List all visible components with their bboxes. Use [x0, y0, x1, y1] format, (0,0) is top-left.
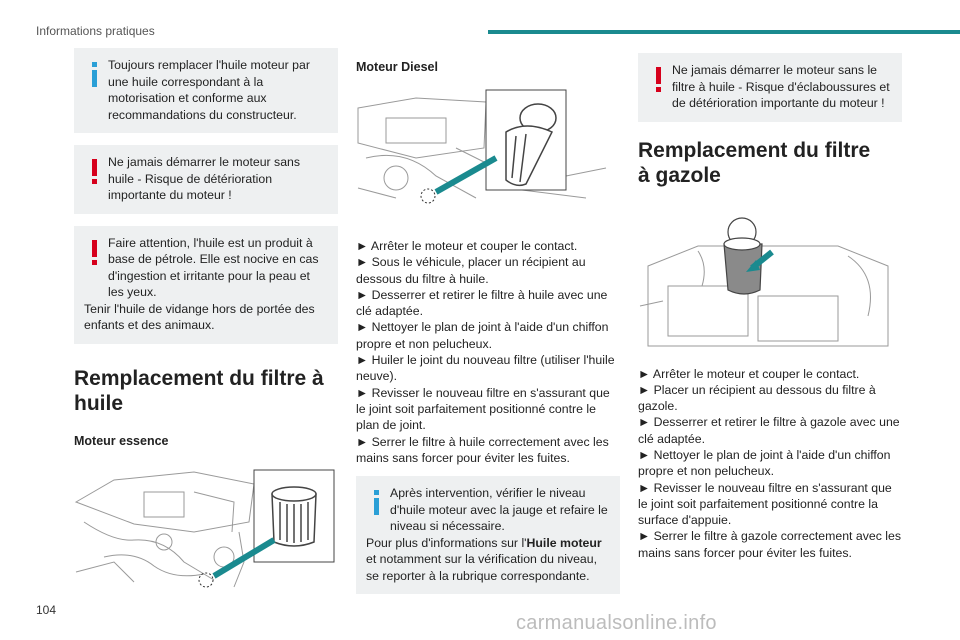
step-item: ► Desserrer et retirer le filtre à huile avec une clé adaptée.: [356, 287, 608, 319]
step-item: ► Arrêter le moteur et couper le contact.: [638, 366, 860, 381]
watermark: carmanualsonline.info: [516, 612, 717, 634]
page-header-title: Informations pratiques: [36, 24, 155, 38]
diesel-engine-illustration: [356, 88, 620, 208]
step-item: ► Serrer le filtre à huile correctement avec les mains sans forcer pour éviter les fuites.: [356, 434, 609, 465]
warning-icon: [84, 157, 106, 187]
fuel-filter-drawing: [638, 206, 902, 356]
section-title-fuel-filter: Remplacement du filtre à gazole: [638, 138, 871, 187]
warning-note-text: Ne jamais démarrer le moteur sans le filtre à huile - Risque d'éclaboussures et de détérioration importante du moteur !: [672, 63, 890, 110]
step-item: ► Revisser le nouveau filtre en s'assurant que le joint soit parfaitement positionné contre le plan de joint.: [356, 385, 610, 433]
diesel-steps: [356, 238, 620, 466]
step-item: ► Desserrer et retirer le filtre à gazole avec une clé adaptée.: [638, 415, 900, 446]
fuel-filter-steps: [638, 366, 902, 562]
info-note-reference-post: et notamment sur la vérification du niveau, se reporter à la rubrique correspondante.: [366, 552, 598, 583]
diesel-engine-drawing: [356, 88, 620, 208]
info-note-reference: [366, 535, 610, 585]
page-number: 104: [36, 603, 57, 617]
petrol-engine-illustration: [74, 462, 338, 592]
info-note-after: [356, 476, 620, 594]
warning-icon: [648, 65, 670, 95]
warning-note-text-2: Tenir l'huile de vidange hors de portée des enfants et des animaux.: [84, 301, 315, 332]
step-item: ► Arrêter le moteur et couper le contact.: [356, 239, 578, 253]
warning-note-text: Ne jamais démarrer le moteur sans huile - Risque de détérioration importante du moteur !: [108, 155, 301, 202]
info-icon: [366, 488, 388, 518]
step-item: ► Serrer le filtre à gazole correctement avec les mains sans forcer pour éviter les fuites.: [638, 529, 901, 560]
info-note: [74, 48, 338, 133]
warning-note-filter: [638, 53, 902, 122]
step-item: ► Sous le véhicule, placer un récipient au dessous du filtre à huile.: [356, 255, 586, 286]
subtitle-petrol-engine: Moteur essence: [74, 433, 169, 448]
fuel-filter-illustration: [638, 206, 902, 356]
info-icon: [84, 60, 106, 90]
info-note-text: Toujours remplacer l'huile moteur par une huile correspondant à la motorisation et conforme aux recommandations du constructeur.: [108, 58, 310, 122]
info-note-reference-pre: Pour plus d'informations sur l': [366, 535, 527, 550]
petrol-engine-drawing: [74, 462, 338, 592]
warning-note-text: Faire attention, l'huile est un produit à base de pétrole. Elle est nocive en cas d'ingestion et irritante pour la peau et les yeux.: [108, 235, 319, 299]
header-accent-bar: [488, 30, 960, 34]
column-3: [638, 53, 902, 561]
column-1: [74, 48, 338, 592]
warning-note-engine: [74, 145, 338, 214]
info-note-reference-link[interactable]: Huile moteur: [526, 535, 602, 550]
step-item: ► Nettoyer le plan de joint à l'aide d'un chiffon propre et non pelucheux.: [638, 447, 891, 479]
subtitle-diesel-engine: Moteur Diesel: [356, 60, 438, 74]
info-note-text: Après intervention, vérifier le niveau d'huile moteur avec la jauge et refaire le niveau si nécessaire.: [390, 486, 608, 534]
section-title-oil-filter: Remplacement du filtre à huile: [74, 366, 324, 415]
step-item: ► Revisser le nouveau filtre en s'assurant que le joint soit parfaitement positionné contre la surface d'appuie.: [638, 480, 892, 528]
step-item: ► Huiler le joint du nouveau filtre (utiliser l'huile neuve).: [356, 353, 615, 384]
warning-note-oil: [74, 226, 338, 344]
step-item: ► Placer un récipient au dessous du filtre à gazole.: [638, 382, 876, 414]
step-item: ► Nettoyer le plan de joint à l'aide d'un chiffon propre et non pelucheux.: [356, 320, 609, 351]
column-2: [356, 60, 620, 602]
warning-icon: [84, 238, 106, 268]
